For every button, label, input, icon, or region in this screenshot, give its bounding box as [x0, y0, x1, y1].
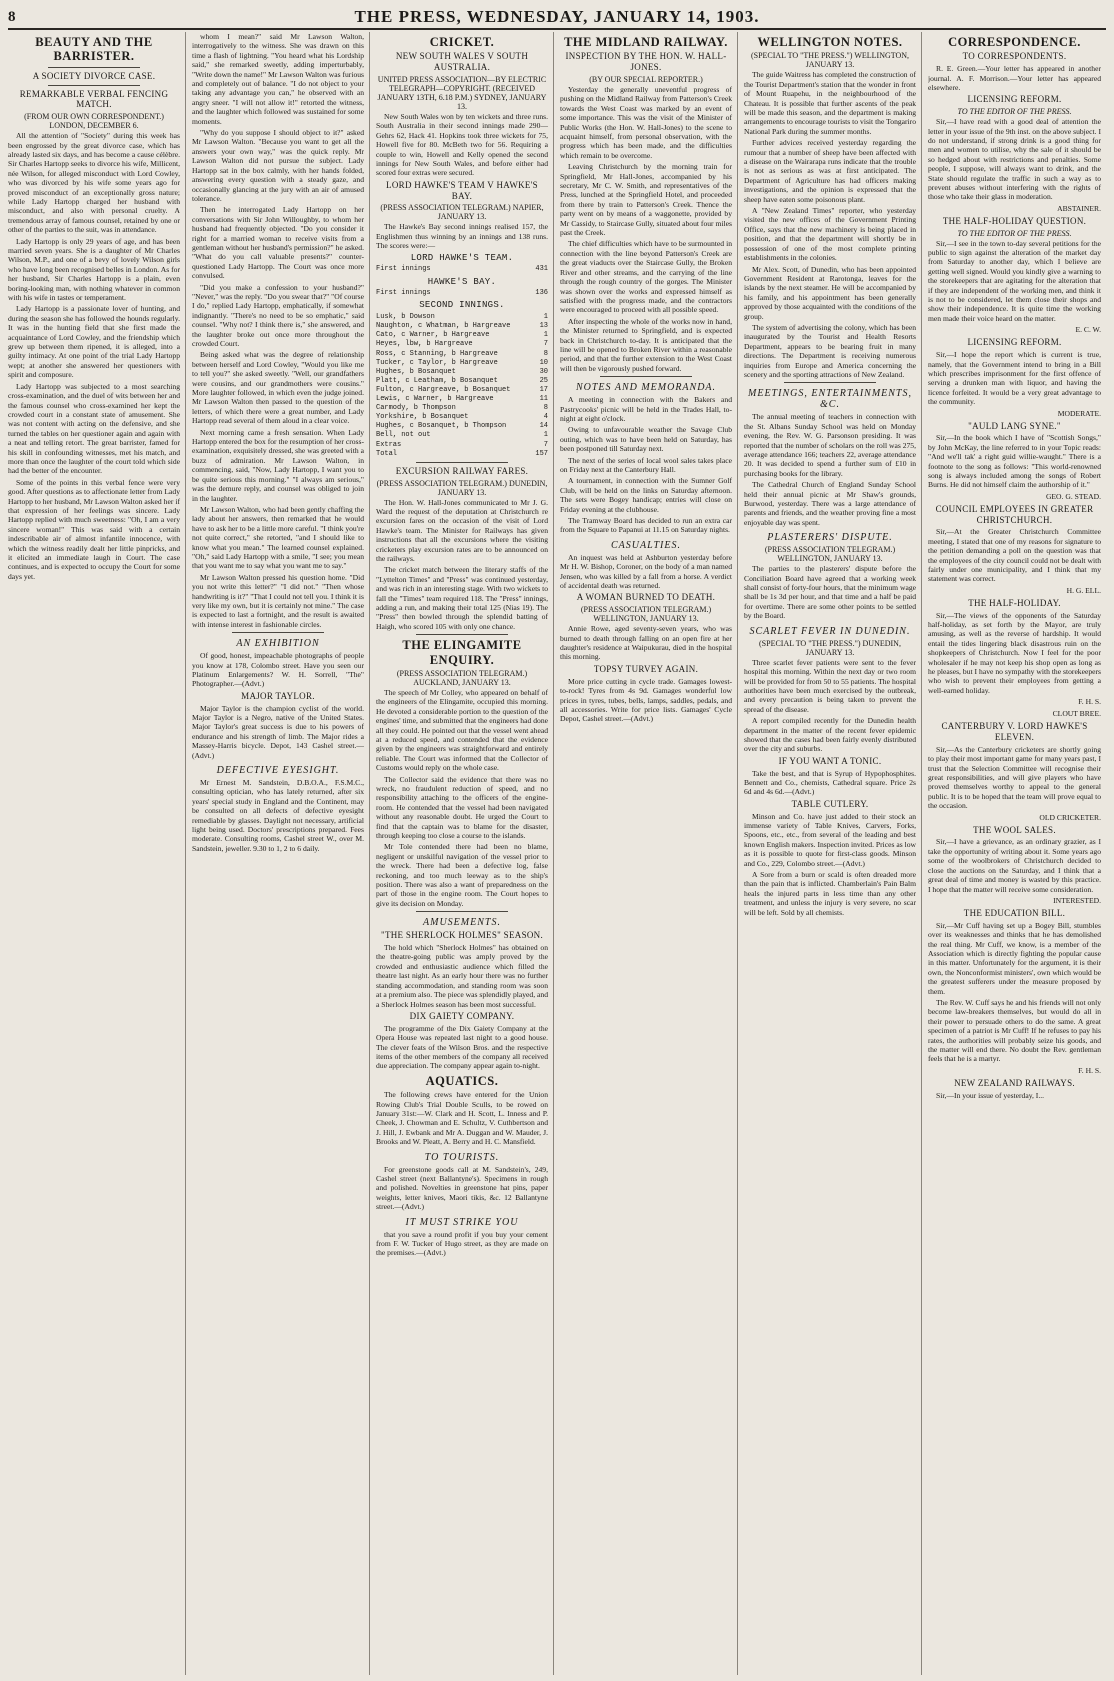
divider	[416, 462, 508, 463]
advertisement: Mr Ernest M. Sandstein, D.B.O.A., F.S.M.C., consulting optician, who has lately returned, after six years' special study in England and the Continent, may be consulted on all defects of defective eyesight remediable by glasses. Daylight not necessary, artificial light being used. Doctors' prescriptions prepared. Fees moderate. Consulting rooms, Cashel street W., over M. Sandstein, jeweller. 9.30 to 1, 2 to 6 daily.	[192, 778, 364, 853]
dateline: (PRESS ASSOCIATION TELEGRAM.) WELLINGTON, JANUARY 13.	[764, 545, 896, 564]
paragraph: Annie Rowe, aged seventy-seven years, who was burned to death through falling on an open fire at her daughter's residence at Waipukurau, died in the hospital this morning.	[560, 624, 732, 662]
advertisement: A Sore from a burn or scald is often dreaded more than the pain that is inflicted. Chamberlain's Pain Balm heals the injured parts in less time than any other treatment, and unless the injury is very severe, no scar will be left. Sold by all chemists.	[744, 870, 916, 917]
score-value: 8	[543, 404, 548, 413]
score-label: Lusk, b Dowson	[376, 313, 435, 322]
article-subtitle: "THE SHERLOCK HOLMES" SEASON.	[380, 930, 544, 941]
divider	[416, 634, 508, 635]
dateline: (SPECIAL TO "THE PRESS.") DUNEDIN, JANUARY 13.	[759, 638, 901, 657]
score-value: 8	[543, 349, 548, 358]
score-row	[376, 322, 548, 331]
article-title: AQUATICS.	[425, 1073, 499, 1088]
score-label: Bell, not out	[376, 431, 431, 440]
paragraph: Some of the points in this verbal fence were very good. After questions as to affectionate letter from Lady Hartopp to her husband, Mr Lawson Walton asked her if that expression of her feelings was sincere. Lady Hartopp replied with much sweetness: "Oh, I am a very sincere woman!" This was said with a certain indescribable air of almost infantile innocence, with which the witness readily dealt her little pinpricks, and it elicited an immediate laugh in Court. The case continues, and is expected to occupy the Court for some days yet.	[8, 477, 180, 581]
section-heading: AN EXHIBITION	[236, 638, 320, 650]
signature: E. C. W.	[1075, 325, 1101, 335]
article-subtitle: A WOMAN BURNED TO DEATH.	[576, 592, 716, 603]
section-heading: PLASTERERS' DISPUTE.	[767, 532, 893, 544]
paragraph: Lady Hartopp is only 29 years of age, and has been married seven years. She is a daughter of Mr Charles Wilson, M.P., and one of a bevy of lovely Wilson girls who have long been recognised belles in London. As for her husband, Sir Charles Hartopp is a plain, even boring-looking man, with nothing whatever in common with his wife in tastes or temperament.	[8, 236, 180, 303]
article-subtitle: DIX GAIETY COMPANY.	[409, 1010, 515, 1021]
paragraph: Three scarlet fever patients were sent to the fever hospital this morning. Within the next day or two room will be provided for from 50 to 55 patients. The hospital authorities have been much exercised by the outbreak, and every precaution is being taken to prevent the spread of the disease.	[744, 657, 916, 714]
score-row	[376, 413, 548, 422]
paragraph: The Hon. W. Hall-Jones communicated to Mr J. G. Ward the request of the deputation at Christchurch re excursion fares on the occasion of the visit of Lord Hawke's team. The Minister for Railways has given instructions that all the excursions where the visiting cricketers play excursion rates are to be announced on the railways.	[376, 497, 548, 563]
paragraph: The hold which "Sherlock Holmes" has obtained on the theatre-going public was amply proved by the crowded and enthusiastic audience which filled the theatre last night. As an early hour there was no further standing accommodation, and standing room was soon at a premium also. The piece was splendidly played, and a Sherlock Holmes season has been most successful.	[376, 943, 548, 1009]
signature: ABSTAINER.	[1057, 203, 1101, 213]
score-value: 7	[543, 340, 548, 349]
paragraph: "Why do you suppose I should object to it?" asked Mr Lawson Walton. "Because you want to get all the answers your own way," was the quick reply. Mr Lawson Walton did not pursue the subject. Lady Hartopp sat in the box calmly, with her hands folded, answering every question with a steady gaze, and occasionally glancing at the jury with an air of amused tolerance.	[192, 128, 364, 203]
score-rows	[376, 313, 548, 449]
score-row	[376, 404, 548, 413]
letter: Sir,—Mr Cuff having set up a Bogey Bill, stumbles over its weaknesses and thinks that he has demolished the real thing. Mr Cuff, we know, is a member of the Association which is directly fighting the popular cause in this matter. Unfortunately for the argument, it is their own, the Nonconformist ministers', own which would be the greatest sufferers under the measure proposed by them.	[928, 920, 1101, 996]
article-subtitle: NEW SOUTH WALES V SOUTH AUSTRALIA.	[395, 51, 529, 73]
score-row	[376, 265, 548, 274]
divider	[48, 67, 140, 68]
signature: OLD CRICKETER.	[1039, 812, 1101, 822]
to-editor: TO THE EDITOR OF THE PRESS.	[957, 228, 1072, 238]
score-label: Heyes, lbw, b Hargreave	[376, 340, 473, 349]
advertisement: Major Taylor is the champion cyclist of the world. Major Taylor is a Negro, native of the United States. Major Taylor's great success is due to his powers of endurance and his strength of limb. The Major rides a Massey-Harris bicycle. Depot, 143 Cashel street.—(Advt.)	[192, 703, 364, 760]
score-row	[376, 386, 548, 395]
divider	[784, 382, 876, 383]
scorecard-heading: HAWKE'S BAY.	[427, 276, 497, 287]
paragraph: Further advices received yesterday regarding the rumour that a number of sheep have been affected with a disease on the Wairarapa runs indicate that the trouble is not as serious as was at first anticipated. The Department of Agriculture has had officers making investigations, and the opinion is expressed that the sheep have eaten some poisonous plant.	[744, 138, 916, 204]
paragraph: The Hawke's Bay second innings realised 157, the Englishmen thus winning by an innings and 138 runs. The scores were:—	[376, 222, 548, 251]
section-heading: THE HALF-HOLIDAY QUESTION.	[942, 215, 1087, 226]
paragraph: Mr Lawson Walton, who had been gently chaffing the lady about her answers, then remarked that he would have to ask her to be a little more careful. "I think you're not quite correct," she retorted, "and I should like to know what you mean." The learned counsel explained. "Oh," said Lady Hartopp with a smile, "I see; you mean that you want me to say what you want me to say."	[192, 504, 364, 571]
section-heading: COUNCIL EMPLOYEES IN GREATER CHRISTCHURCH.	[935, 503, 1094, 525]
signature: F. H. S.	[1078, 697, 1101, 707]
score-value: 157	[535, 449, 548, 458]
section-heading: IT MUST STRIKE YOU	[405, 1216, 519, 1228]
score-label: Cato, c Warner, b Hargreave	[376, 331, 490, 340]
score-value: 10	[539, 358, 548, 367]
section-heading: LICENSING REFORM.	[967, 94, 1062, 105]
advertisement: Minson and Co. have just added to their stock an immense variety of Table Knives, Carvers, Forks, Spoons, etc., etc., from several of the leading and best known English makers. Inspection invited. Prices as low as it is possible to quote for first-class goods. Minson and Co., 229, Colombo street.—(Advt.)	[744, 811, 916, 868]
signature: MODERATE.	[1057, 408, 1101, 418]
paragraph: A meeting in connection with the Bakers and Pastrycooks' picnic will be held in the Trades Hall, to-night at eight o'clock.	[560, 395, 732, 423]
paragraph: Then he interrogated Lady Hartopp on her conversations with Sir John Willoughby, to whom her husband had frequently objected. "Do you consider it right for a married woman to receive visits from a gentleman without her husband's permission?" he asked. "What do you call valuable presents?" counter-questioned Lady Hartopp. The Court was once more convulsed.	[192, 205, 364, 281]
section-heading: NOTES AND MEMORANDA.	[575, 382, 717, 394]
divider	[600, 376, 692, 377]
score-row	[376, 313, 548, 322]
column-3	[376, 32, 554, 1675]
paper-title: THE PRESS, WEDNESDAY, JANUARY 14, 1903.	[354, 7, 760, 26]
paragraph: Lady Hartopp is a passionate lover of hunting, and during the season she has followed the hounds regularly. It was in the hunting field that she first made the acquaintance of Lord Cowley, and the friendship which grew up between them ripened, it is alleged, into a guilty intimacy. At one point of the trial Lady Hartopp wept; at another she answered her questioners with spirit and composure.	[8, 304, 180, 380]
section-heading: CASUALTIES.	[611, 539, 681, 551]
section-heading: TO CORRESPONDENTS.	[962, 51, 1067, 62]
column-1	[8, 32, 186, 1675]
paragraph: New South Wales won by ten wickets and three runs. South Australia in their second innings made 290—Gehrs 62, Hack 41. Hopkins took three wickets for 75, Howell five for 80. McBeth two for 56. Requiring a couple to win, Howell and Kelly opened the second innings for New South Wales, and before either had scored four extras were secured.	[376, 111, 548, 178]
score-label: Platt, c Leatham, b Bosanquet	[376, 376, 498, 385]
letter: The Rev. W. Cuff says he and his friends will not only become law-breakers themselves, but would do all in their power to persuade others to do the same. A great specimen of a patriot is Mr Cuff! If he refuses to pay his rates, the authorities will probably seize his goods, and the matter will end there. No doubt the Rev. gentleman feels that he is a martyr.	[928, 997, 1101, 1064]
score-value: 1	[543, 431, 548, 440]
score-label: First innings	[376, 265, 431, 274]
letter: Sir,—I hope the report which is current is true, namely, that the Government intend to bring in a Bill which prescribes imprisonment for the first offence of serving a drunken man with liquor, and having the licence forfeited. It would be a very great advantage to the community.	[928, 350, 1101, 407]
divider	[48, 85, 140, 86]
column-6	[928, 32, 1106, 1675]
score-row	[376, 289, 548, 298]
article-title: THE MIDLAND RAILWAY.	[564, 35, 728, 49]
score-value: 136	[535, 289, 548, 298]
score-value: 1	[543, 313, 548, 322]
letter: Sir,—At the Greater Christchurch Committee meeting, I stated that one of my reasons for signature to the petition demanding a poll on the question was that the employees of the city council could not be dealt with fairly under one municipality, and I think that my statement was correct.	[928, 527, 1101, 584]
section-heading: THE WOOL SALES.	[973, 824, 1056, 835]
section-heading: LICENSING REFORM.	[967, 337, 1062, 348]
letter: Sir,—As the Canterbury cricketers are shortly going to play their most important game for many years past, I trust that the Selection Committee will recognise their great responsibilities, and will give players who have proved themselves worthy to appeal to the general public. It is to be hoped that the team will prove equal to the occasion.	[928, 744, 1101, 811]
score-label: Extras	[376, 440, 402, 449]
score-label: Naughton, c Whatman, b Hargreave	[376, 322, 511, 331]
paragraph: The cricket match between the literary staffs of the "Lyttelton Times" and "Press" was continued yesterday, and was rich in an interesting stage. With two wickets to fall the "Times" team required 118. The "Press" innings, adding a run, and making their total 125 (Nias 19). The "Press" then bowled through the splendid batting of Haigh, who scored 105 with only one chance.	[376, 565, 548, 631]
paragraph: The parties to the plasterers' dispute before the Conciliation Board have agreed that a working week shall consist of forty-four hours, that the minimum wage shall be 1s 3d per hour, and that time and a half be paid for overtime. There are some other points to be settled by the Board.	[744, 564, 916, 621]
to-editor: TO THE EDITOR OF THE PRESS.	[957, 107, 1072, 117]
paragraph: An inquest was held at Ashburton yesterday before Mr H. W. Bishop, Coroner, on the body of a man named Jensen, who was killed by a fall from a horse. A verdict of accidental death was returned.	[560, 552, 732, 591]
paragraph: whom I mean?" said Mr Lawson Walton, interrogatively to the witness. She was drawn on this time a flash of lightning. "You heard what his Lordship said," she remarked sweetly, adding imperturbably, "Write down the name!" Mr Lawson Walton was furious and completely out of balance. "I do not object to your taking any advantage you can," he observed with an angry sneer. "I will not allow it!" retorted the witness, and the laughter which followed was sustained for some moments.	[192, 32, 364, 126]
score-row	[376, 422, 548, 431]
score-rows	[376, 289, 548, 298]
section-heading: THE EDUCATION BILL.	[963, 907, 1066, 918]
score-label: Fulton, c Hargreave, b Bosanquet	[376, 385, 511, 394]
score-value: 13	[539, 322, 548, 331]
score-row	[376, 377, 548, 386]
score-value: 14	[539, 422, 548, 431]
dateline: (PRESS ASSOCIATION TELEGRAM.) NAPIER, JANUARY 13.	[380, 203, 544, 222]
advertisement: Of good, honest, impeachable photographs of people you know at 178, Colombo street. Have you seen our Platinum Enlargements? W. H. Sorrell, "The" Photographer.—(Advt.)	[192, 651, 364, 689]
paragraph: A tournament, in connection with the Sumner Golf Club, will be held on the links on Saturday afternoon. The sets were Bogey handicap; entries will close on Friday evening at the clubhouse.	[560, 476, 732, 514]
score-label: Hughes, b Bosanquet	[376, 367, 456, 376]
article-title: CRICKET.	[429, 35, 495, 49]
section-heading: TOPSY TURVEY AGAIN.	[593, 663, 699, 674]
dateline: (BY OUR SPECIAL REPORTER.)	[589, 74, 703, 84]
section-heading: SCARLET FEVER IN DUNEDIN.	[749, 625, 911, 637]
paragraph: The annual meeting of teachers in connection with the St. Albans Sunday School was held on Monday evening, the Rev. W. G. Parsonson presiding. It was reported that the number of scholars on the roll was 275, average attendance 166; teachers 22, average attendance 20. It was decided to spend a further sum of £10 in purchasing books for the library.	[744, 412, 916, 478]
signature: H. G. ELL.	[1066, 585, 1101, 595]
dateline: (SPECIAL TO "THE PRESS.") WELLINGTON, JANUARY 13.	[750, 51, 910, 70]
section-heading: THE HALF-HOLIDAY.	[968, 597, 1061, 608]
letter: Sir,—I have a grievance, as an ordinary grazier, as I take the opportunity of writing about it. Some years ago some of the woolbrokers of Christchurch decided to close the auctions on the Saturday, and I think that a great deal of time and money is wasted by this practice. I hope that the matter will receive some consideration.	[928, 837, 1101, 894]
signature: CLOUT BREE.	[1052, 709, 1101, 719]
paragraph: The Collector said the evidence that there was no wreck, no fraudulent reduction of speed, and no responsibility attaching to the officers of the engine-room. He contended that the vessel had been navigated without any reasonable doubt. He urged the Court to find that the captain was to blame for the disaster, through keeping too close a course to the islands.	[376, 774, 548, 841]
divider	[416, 911, 508, 912]
paragraph: The guide Waitress has completed the construction of the Tourist Department's station that the wonder in front of Mount Ruapehu, in the neighbourhood of the Chateau. It is possible that further ascents of the peak will be made this season, and the department is making arrangements to encourage tourists to visit the Tongariro National Park during the summer months.	[744, 70, 916, 136]
paragraph: Yesterday the generally uneventful progress of pushing on the Midland Railway from Patterson's Creek towards the West Coast was marked by an event of some importance. This was the visit of the Minister of Public Works (the Hon. W. Hall-Jones) to the scene to acquaint himself, from personal observation, with the progress which has been made, and the difficulties which remain to be overcome.	[560, 84, 732, 160]
letter: Sir,—In the book which I have of "Scottish Songs," by John McKay, the line referred to in your Topic reads: "And we'll tak' a right guid willie-waught." There is a footnote to the song as follows: "This world-renowned song is always included among the songs of Robert Burns. He did not himself claim the authorship of it."	[928, 433, 1101, 490]
paragraph: A report compiled recently for the Dunedin health department in the matter of the recent fever epidemic showed that the cases had been fairly evenly distributed over the city and suburbs.	[744, 716, 916, 754]
score-value: 4	[543, 413, 548, 422]
advertisement: More price cutting in cycle trade. Gamages lowest-to-rock! Tyres from 4s 9d. Gamages wonderful low prices in tyres, tubes, bells, lamps, saddles, pedals, and all accessories. Write for price lists. Gamages' Cycle Depot, Cashel street.—(Advt.)	[560, 676, 732, 724]
article-subtitle: A SOCIETY DIVORCE CASE.	[32, 70, 156, 81]
letter: Sir,—I have read with a good deal of attention the letter in your issue of the 9th inst. on the above subject. I do not understand, if strong drink is a good thing for men and women to utilise, why the sale of it should be so hedged about with restrictions and penalties. Some people, I suppose, will always want to drink, and the State should regulate the traffic in such a way as to prevent abuses without interfering with the rights of those who take their glass in moderation.	[928, 117, 1101, 202]
scorecard-heading: SECOND INNINGS.	[419, 300, 505, 311]
paragraph: Next morning came a fresh sensation. When Lady Hartopp entered the box for the resumption of her cross-examination, exquisitely dressed, she was greeted with a buzz of admiration. Mr Lawson Walton, in commencing, said, "Now, Lady Hartopp, I want you to be quite serious this morning." "I always am serious," was the demure reply, and counsel was obliged to join in the laughter.	[192, 427, 364, 503]
score-label: Lewis, c Warner, b Hargreave	[376, 395, 494, 404]
score-value: 17	[539, 385, 548, 394]
letter: Sir,—The views of the opponents of the Saturday half-holiday, as set forth by the Mayor, are truly amusing, as well as the reverse of hardship. It would entail the tides lingering black disastrous ruin on the shopkeepers of Christchurch. Now I feel for the poor wholesaler if he may not keep his shop open as long as he pleases, but I have no sympathy with the storekeepers who wish to prevent their employees from getting a well-earned holiday.	[928, 610, 1101, 695]
dateline: (FROM OUR OWN CORRESPONDENT.) LONDON, DECEMBER 6.	[24, 112, 164, 131]
section-heading: DEFECTIVE EYESIGHT.	[216, 765, 340, 777]
article-subtitle: LORD HAWKE'S TEAM V HAWKE'S BAY.	[386, 179, 538, 201]
paragraph: Mr Lawson Walton pressed his question home. "Did you not write this letter?" "I did not." "Then whose handwriting is it?" "That I could not tell you. I think it is very like my own, but it is certainly not mine." The case is expected to last a fortnight, and the result is awaited with intense interest in fashionable circles.	[192, 572, 364, 629]
score-value: 30	[539, 367, 548, 376]
section-heading: NEW ZEALAND RAILWAYS.	[954, 1077, 1075, 1088]
paragraph: "Did you make a confession to your husband?" "Never," was the reply. "Do you swear that?" "Of course I do," replied Lady Hartopp, emphatically, if somewhat indignantly. "There's no need to be so emphatic," said counsel. "Why not? I think there is," she answered, and the laughter broke out once more throughout the crowded Court.	[192, 282, 364, 348]
score-value: 11	[539, 395, 548, 404]
paragraph: The next of the series of local wool sales takes place on Friday next at the Canterbury Hall.	[560, 455, 732, 474]
score-row	[376, 340, 548, 349]
columns	[8, 32, 1106, 1675]
score-row	[376, 395, 548, 404]
paragraph: Being asked what was the degree of relationship between herself and Lord Cowley, "Would you like me to tell you?" she asked sweetly. "Well, our grandfathers were cousins, and our grandmothers were cousins." More laughter followed, in which even the judge joined. Mr Lawson Walton then passed to the question of the letters, of which there were a great number, and Lady Hartopp read several of them aloud in a clear voice.	[192, 350, 364, 426]
dateline: (PRESS ASSOCIATION TELEGRAM.) WELLINGTON, JANUARY 13.	[580, 605, 712, 624]
section-heading: MAJOR TAYLOR.	[241, 690, 315, 701]
masthead	[8, 6, 1106, 30]
section-heading: CANTERBURY V. LORD HAWKE'S ELEVEN.	[941, 721, 1088, 743]
paragraph: Leaving Christchurch by the morning train for Springfield, Mr Hall-Jones, accompanied by his secretary, Mr C. W. Smith, and representatives of the Press, lunched at the Springfield Hotel, and proceeded from there by train to Patterson's Creek. Thence the party went on by means of a waggonette, provided by Mr Cassidy, to Staircase Gully, situated about four miles past the Creek.	[560, 162, 732, 238]
score-total-row	[376, 450, 548, 459]
score-label: Tucker, c Taylor, b Hargreave	[376, 358, 498, 367]
paragraph: Mr Alex. Scott, of Dunedin, who has been appointed Government Resident at Rarotonga, leaves for the islands by the next steamer. He will be accompanied by his family, and his appointment has been generally approved by those acquainted with the conditions of the group.	[744, 264, 916, 321]
score-label: Hughes, c Bosanquet, b Thompson	[376, 422, 507, 431]
column-4	[560, 32, 738, 1675]
advertisement: For greenstone goods call at M. Sandstein's, 249, Cashel street (next Ballantyne's). Specimens in rough and polished. Novelties in greenstone hat pins, paper weights, letter knives, Maori tikis, &c. 12 Ballantyne street.—(Advt.)	[376, 1164, 548, 1212]
score-row	[376, 331, 548, 340]
divider	[232, 632, 324, 633]
article-title: CORRESPONDENCE.	[948, 35, 1081, 49]
dateline: UNITED PRESS ASSOCIATION—BY ELECTRIC TELEGRAPH—COPYRIGHT. (RECEIVED JANUARY 13TH, 6.18 P.M.) SYDNEY, JANUARY 13.	[377, 74, 547, 111]
article-title: WELLINGTON NOTES.	[757, 35, 903, 49]
score-label: First innings	[376, 289, 431, 298]
score-row	[376, 359, 548, 368]
section-heading: TABLE CUTLERY.	[791, 798, 869, 809]
paragraph: Lady Hartopp was subjected to a most searching cross-examination, and the duel of wits between her and the famous counsel who cross-examined her kept the crowded court in a constant state of amusement. She was not content with acting on the defensive, and she turned the tables on her questioner again and again with a neat and telling retort. The great barrister, famed for his skill in confounding witnesses, met his match, and more than once the laughter of the court told which side had the better of the encounter.	[8, 381, 180, 476]
scorecard-heading: LORD HAWKE'S TEAM.	[410, 252, 514, 263]
section-heading: TO TOURISTS.	[424, 1151, 500, 1163]
score-value: 7	[543, 440, 548, 449]
paragraph: The Tramway Board has decided to run an extra car from the Square to Papanui at 11.15 on Saturday nights.	[560, 516, 732, 535]
section-heading: MEETINGS, ENTERTAINMENTS, &C.	[748, 388, 912, 411]
paragraph: The speech of Mr Colley, who appeared on behalf of the engineers of the Elingamite, occupied this morning. He devoted a considerable portion to the question of the engines' time, and submitted that the engineers had done all they could. He pointed out that the vessel went ahead at a reduced speed, and contended that the evidence given by the engineers was straightforward and entirely reliable. The Court was informed that the Collector of Customs would reply on the whole case.	[376, 687, 548, 773]
score-value: 25	[539, 376, 548, 385]
article-title: THE ELINGAMITE ENQUIRY.	[402, 638, 522, 667]
paragraph: A "New Zealand Times" reporter, who yesterday visited the new offices of the Government Printing Office, says that the new machinery is being placed in position, and that the department will shortly be in possession of one of the most complete printing establishments in the colonies.	[744, 206, 916, 263]
advertisement: Take the best, and that is Syrup of Hypophosphites. Bennett and Co., chemists, Cathedral square. Price 2s 6d and 4s 6d.—(Advt.)	[744, 768, 916, 797]
section-heading: EXCURSION RAILWAY FARES.	[395, 465, 529, 476]
signature: F. H. S.	[1078, 1065, 1101, 1075]
letter: Sir,—In your issue of yesterday, I...	[936, 1090, 1045, 1100]
paragraph: The Cathedral Church of England Sunday School held their annual picnic at Mr Shaw's grounds, Burwood, yesterday. There was a large attendance of parents and friends, and the weather proving fine a most enjoyable day was spent.	[744, 480, 916, 527]
dateline: (PRESS ASSOCIATION TELEGRAM.) AUCKLAND, JANUARY 13.	[396, 668, 528, 687]
advertisement: that you save a round profit if you buy your cement from F. W. Tucker of Hugo street, as they are made on the premises.—(Advt.)	[376, 1229, 548, 1258]
article-subtitle: REMARKABLE VERBAL FENCING MATCH.	[19, 88, 169, 110]
paragraph: The chief difficulties which have to be surmounted in connection with the line beyond Patterson's Creek are the great viaducts over the Staircase Gully, the Broken River and other streams, and the carrying of the line through the rough country of the gorges. The Minister was shown over the works and expressed himself as satisfied with the progress made, and the contractors were encouraged to proceed with all possible speed.	[560, 239, 732, 315]
score-row	[376, 431, 548, 440]
score-row	[376, 441, 548, 450]
paragraph: The following crews have entered for the Union Rowing Club's Trial Double Sculls, to be rowed on January 31st:—W. Clark and H. Scott, L. Inness and P. Cheek, J. Chowman and E. Schultz, V. Cuthbertson and J. Hill, J. Ewbank and Mr A. Duggan and W. Mauder, J. Brooks and W. Pleatt, A. Berry and H. C. Mansfield.	[376, 1090, 548, 1147]
paragraph: All the attention of "Society" during this week has been engrossed by the great divorce case, which has already lasted six days, and has become a cause célèbre. Sir Charles Hartopp seeks to divorce his wife, Millicent, née Wilson, for alleged misconduct with Lord Cowley, who was divorced by his wife some years ago for proved misconduct of an exceptionally gross nature; while Lady Hartopp charged her husband with misconduct, and also with personal cruelty. A tremendous array of famous counsel, retained by one or other of the parties to the suit, was in attendance.	[8, 131, 180, 235]
column-5	[744, 32, 922, 1675]
article-title: BEAUTY AND THE BARRISTER.	[35, 35, 153, 64]
score-label: Carmody, b Thompson	[376, 404, 456, 413]
column-2	[192, 32, 370, 1675]
section-heading: AMUSEMENTS.	[423, 917, 501, 929]
paragraph: Mr Tole contended there had been no blame, negligent or unskilful navigation of the vessel prior to the wreck. There had been a defective log, false reckoning, and too much leeway as to the ship's position. There was also a want of preparedness on the part of those in the engine room. The Court hopes to give its decision on Monday.	[376, 842, 548, 908]
article-subtitle: INSPECTION BY THE HON. W. HALL-JONES.	[565, 51, 727, 73]
score-value: 1	[543, 331, 548, 340]
signature: GEO. G. STEAD.	[1045, 491, 1101, 501]
paragraph: The programme of the Dix Gaiety Company at the Opera House was repeated last night to a good house. The clever feats of the Wilson Bros. and the respective items of the other members of the company all received due appreciation. The company appear again to-night.	[376, 1023, 548, 1071]
score-label: Total	[376, 449, 398, 458]
section-heading: "AULD LANG SYNE."	[968, 420, 1061, 431]
paragraph: The system of advertising the colony, which has been inaugurated by the Tourist and Health Resorts Department, appears to be bearing fruit in many directions. The Department is receiving numerous inquiries from Europe and America concerning the scenery and the sporting attractions of New Zealand.	[744, 322, 916, 379]
score-rows	[376, 265, 548, 274]
paragraph: R. E. Green.—Your letter has appeared in another journal. A. F. Morrison.—Your letter has appeared elsewhere.	[928, 64, 1101, 92]
dateline: (PRESS ASSOCIATION TELEGRAM.) DUNEDIN, JANUARY 13.	[376, 478, 548, 497]
score-row	[376, 350, 548, 359]
page-number: 8	[8, 8, 16, 25]
score-value: 431	[535, 265, 548, 274]
score-label: Yorkshire, b Bosanquet	[376, 413, 469, 422]
section-heading: IF YOU WANT A TONIC.	[778, 755, 882, 766]
score-label: Ross, c Stanning, b Hargreave	[376, 349, 498, 358]
scorecard	[376, 253, 548, 459]
score-row	[376, 368, 548, 377]
signature: INTERESTED.	[1053, 895, 1101, 905]
letter: Sir,—I see in the town to-day several petitions for the public to sign against the alteration of the market day from Saturday to another day, which I believe are getting well signed. Would you kindly give a warning to the storekeepers that are agitating for the alteration that if they are independent of the working men, and think it is not to be considered, let them close their shops and show their independence. It is quite time the working men made their voice heard on the matter.	[928, 238, 1101, 323]
paragraph: Owing to unfavourable weather the Savage Club outing, which was to have been held on Saturday, has been postponed till Saturday next.	[560, 425, 732, 454]
paragraph: After inspecting the whole of the works now in hand, the Minister returned to Springfield, and is expected back in Christchurch to-day. It is anticipated that the line will be opened to Broken River within a reasonable period, and that the further extension to the West Coast will then be vigorously pushed forward.	[560, 316, 732, 373]
